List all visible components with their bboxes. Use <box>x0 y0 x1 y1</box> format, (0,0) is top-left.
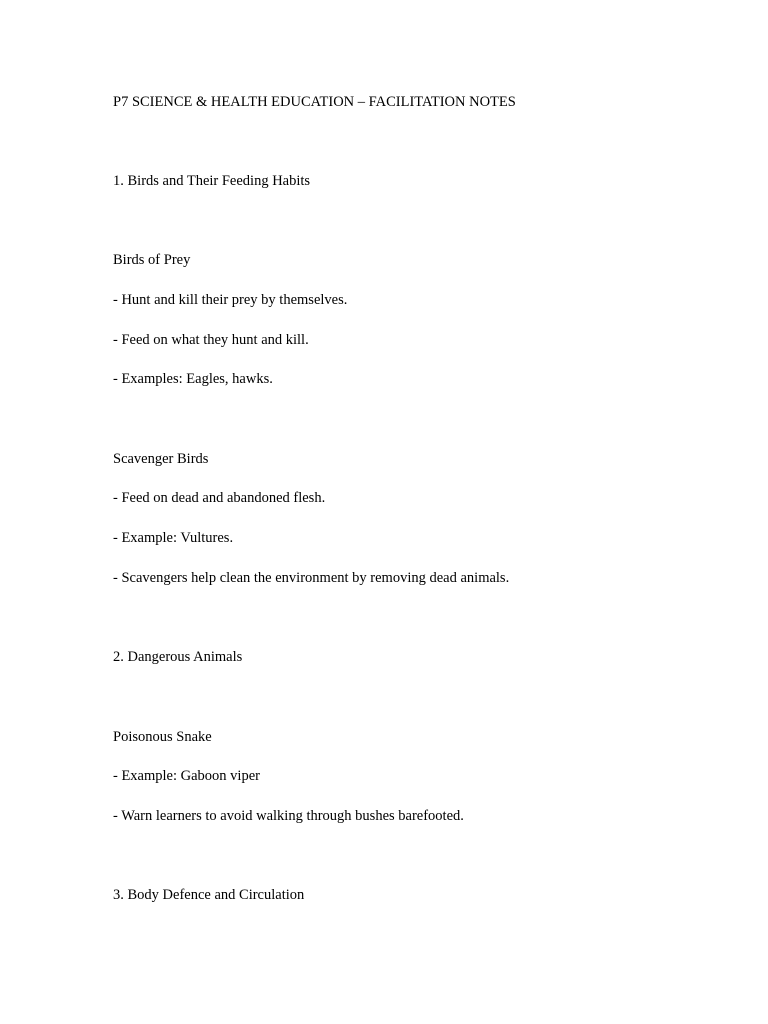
list-item: - Feed on what they hunt and kill. <box>113 332 309 348</box>
subheading-scavenger-birds: Scavenger Birds <box>113 451 209 467</box>
list-item: - Warn learners to avoid walking through bushes barefooted. <box>113 808 464 824</box>
list-item: - Examples: Eagles, hawks. <box>113 371 273 387</box>
section-heading-dangerous-animals: 2. Dangerous Animals <box>113 649 243 665</box>
list-item: - Feed on dead and abandoned flesh. <box>113 490 326 506</box>
list-item: - Example: Vultures. <box>113 530 234 546</box>
subheading-poisonous-snake: Poisonous Snake <box>113 729 212 745</box>
document-title: P7 SCIENCE & HEALTH EDUCATION – FACILITATION NOTES <box>113 94 516 110</box>
section-heading-body-defence: 3. Body Defence and Circulation <box>113 887 305 903</box>
list-item: - Example: Gaboon viper <box>113 768 260 784</box>
subheading-birds-of-prey: Birds of Prey <box>113 252 191 268</box>
section-heading-birds: 1. Birds and Their Feeding Habits <box>113 173 311 189</box>
list-item: - Hunt and kill their prey by themselves. <box>113 292 348 308</box>
list-item: - Scavengers help clean the environment by removing dead animals. <box>113 570 510 586</box>
